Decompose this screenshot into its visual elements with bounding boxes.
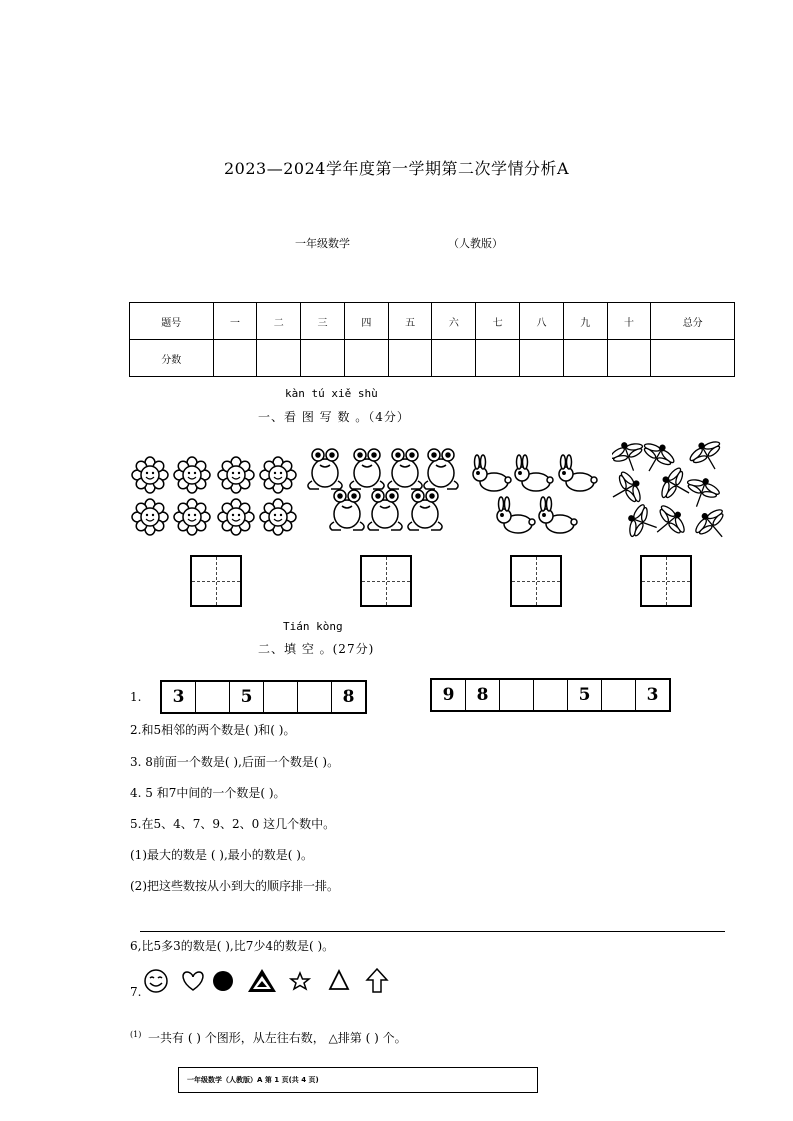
score-table-header-cell: 四 [344, 303, 388, 340]
shapes-row [143, 968, 393, 998]
score-input-cell[interactable] [432, 340, 476, 377]
score-input-cell[interactable] [301, 340, 345, 377]
score-table-header-cell: 十 [607, 303, 651, 340]
dragonflies-picture [612, 438, 724, 538]
answer-box-frogs[interactable] [360, 555, 412, 607]
number-sequence-1 [160, 680, 367, 714]
number-sequence-2 [430, 678, 671, 712]
rabbits-picture [470, 452, 605, 537]
answer-box-rabbits[interactable] [510, 555, 562, 607]
heart-icon [183, 972, 203, 990]
score-input-cell[interactable] [388, 340, 432, 377]
q5-text: 5.在5、4、7、9、2、0 这几个数中。 [130, 817, 336, 831]
score-input-cell[interactable] [213, 340, 257, 377]
score-table-header-cell: 五 [388, 303, 432, 340]
q6-text: 6,比5多3的数是( ),比7少4的数是( )。 [130, 939, 335, 953]
sequence-number-cell: 9 [432, 680, 466, 710]
section1-title: 一、看 图 写 数 。（4分） [258, 410, 410, 424]
q7-1-number: (1) [130, 1030, 142, 1039]
score-input-cell[interactable] [257, 340, 301, 377]
q5-1-text: (1)最大的数是 ( ),最小的数是( )。 [130, 848, 313, 862]
score-table-score-row [130, 340, 735, 377]
exam-title: 2023—2024学年度第一学期第二次学情分析A [224, 159, 569, 178]
q1-number: 1. [130, 690, 142, 704]
subject-label: 一年级数学 [295, 237, 350, 250]
page-footer [178, 1067, 538, 1093]
sequence-number-cell: 5 [230, 682, 264, 712]
q7-number: 7. [130, 985, 142, 999]
sequence-number-cell: 8 [342, 687, 355, 707]
sequence-number-cell: 5 [568, 680, 602, 710]
section2-pinyin: Tián kòng [283, 620, 343, 633]
smiley-icon [145, 970, 167, 992]
star-icon [291, 973, 309, 989]
q3-text: 3. 8前面一个数是( ),后面一个数是( )。 [130, 755, 340, 769]
nested-triangle-icon [248, 969, 276, 992]
sequence-blank-cell[interactable] [196, 682, 230, 712]
answer-line [140, 931, 725, 932]
score-input-cell[interactable] [651, 340, 735, 377]
score-input-cell[interactable] [520, 340, 564, 377]
triangle-icon [330, 971, 348, 989]
score-table-header-cell: 三 [301, 303, 345, 340]
filled-circle-icon [213, 971, 233, 991]
score-table-header-cell: 八 [520, 303, 564, 340]
footer-text: 一年级数学（人教版）A 第 1 页(共 4 页) [187, 1076, 319, 1084]
score-table-header-cell: 总分 [651, 303, 735, 340]
sequence-blank-cell[interactable] [602, 680, 636, 710]
edition-label: （人教版） [448, 237, 503, 250]
sequence-blank-cell[interactable] [298, 682, 332, 712]
score-input-cell[interactable] [563, 340, 607, 377]
section2-title: 二、填 空 。(27分) [258, 642, 375, 656]
score-input-cell[interactable] [607, 340, 651, 377]
score-table-header-cell: 六 [432, 303, 476, 340]
sequence-number-cell: 3 [162, 682, 196, 712]
q7-1-text: 一共有 ( ) 个图形，从左往右数， △排第 ( ) 个。 [148, 1031, 407, 1045]
score-table [129, 302, 735, 377]
section1-pinyin: kàn tú xiě shù [285, 387, 378, 400]
up-arrow-icon [367, 969, 387, 992]
flowers-picture [128, 455, 303, 537]
answer-box-flowers[interactable] [190, 555, 242, 607]
sequence-blank-cell[interactable] [534, 680, 568, 710]
score-table-header-cell: 九 [563, 303, 607, 340]
score-table-label-cell: 题号 [130, 303, 214, 340]
answer-box-dragonflies[interactable] [640, 555, 692, 607]
score-table-header-cell: 一 [213, 303, 257, 340]
score-table-header-cell: 七 [476, 303, 520, 340]
score-input-cell[interactable] [476, 340, 520, 377]
sequence-blank-cell[interactable] [500, 680, 534, 710]
q4-text: 4. 5 和7中间的一个数是( )。 [130, 786, 286, 800]
sequence-number-cell: 3 [646, 685, 659, 705]
frogs-picture [305, 440, 465, 535]
q5-2-text: (2)把这些数按从小到大的顺序排一排。 [130, 879, 339, 893]
score-input-cell[interactable] [344, 340, 388, 377]
sequence-blank-cell[interactable] [264, 682, 298, 712]
sequence-number-cell: 8 [466, 680, 500, 710]
score-table-header-row [130, 303, 735, 340]
score-table-header-cell: 二 [257, 303, 301, 340]
score-label-cell: 分数 [130, 340, 214, 377]
q2-text: 2.和5相邻的两个数是( )和( )。 [130, 723, 296, 737]
